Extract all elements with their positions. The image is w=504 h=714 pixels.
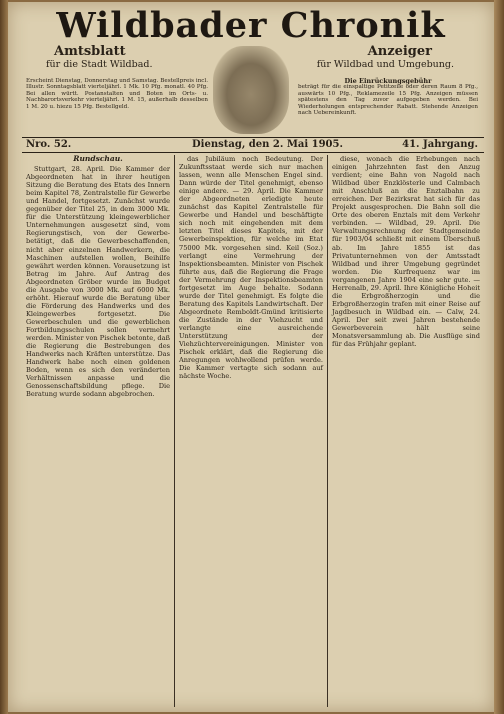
column-divider	[174, 155, 175, 707]
issue-number: Nro. 52.	[26, 139, 72, 150]
column-3-text: diese, wonach die Erhebungen nach einigen Jahrzehnten fast den Anzug verdient; eine Bahn von Nagold nach Wildbad über Enzklösterle und Calmbach mit Anschluß an die Enztalbahn zu erreichen. Der Bezirksrat hat sich für das Projekt ausgesprochen. Die Bahn soll die Orte des oberen Enztals mit dem Verkehr verbinden. — Wildbad, 29. April. Die Verwaltungsrechnung der Stadtgemeinde für 1903/04 schließt mit einem Überschuß ab. Im Jahre 1855 ist das Privatunternehmen von der Amtsstadt Wildbad und ihrer Umgebung gegründet worden. Die Kurfrequenz war im vergangenen Jahre 1904 eine sehr gute. — Herrenalb, 29. April. Ihre Königliche Hoheit die Erbgroßherzogin und die Erbgroßherzogin trafen mit einer Reise auf Jagdbesuch in Wildbad ein. — Calw, 24. April. Der seit zwei Jahren bestehende Gewerbeverein hält seine Monatsversammlung ab. Die Ausflüge sind für das Frühjahr geplant.	[332, 155, 480, 349]
column-3	[332, 155, 480, 348]
page-edge	[494, 0, 504, 714]
left-subheading: für die Stadt Wildbad.	[46, 59, 153, 70]
column-1	[26, 155, 170, 398]
column-1-text: Stuttgart, 28. April. Die Kammer der Abgeordneten hat in ihrer heutigen Sitzung die Beratung des Etats des Innern beim Kapitel 78, Zentralstelle für Gewerbe und Handel, fortgesetzt. Zunächst wurde gegenüber der Titel 25, in dem 3000 Mk. für die Unterstützung kleingewerblicher Unternehmungen ausgesetzt sind, vom Regierungstisch, von der Gewerbe- betätigt, daß die Gewerbeschaffenden, nicht aber einzelnen Handwerkern, die Maschinen aufstellen wollen, Beihilfe gewährt werden können. Vorausetzung ist Betrag im Jahre. Auf Antrag des Abgeordneten Gröber wurde im Budget die Ausgabe von 3000 Mk. auf 6000 Mk. erhöht. Hierauf wurde die Beratung über die Förderung des Handwerks und des Kleingewerbes fortgesetzt. Die Gewerbeschulen und die gewerblichen Fortbildungsschulen sollen vermehrt werden. Minister von Pischek betonte, daß die Regierung die Bestrebungen des Handwerks nach Kräften unterstütze. Das Handwerk habe noch einen goldenen Boden, wenn es sich den veränderten Verhältnissen anpasse und die Genossenschaftsbildung pflege. Die Beratung wurde sodann abgebrochen.	[26, 165, 170, 399]
right-subheading: für Wildbad und Umgebung.	[316, 59, 454, 70]
coat-of-arms-emblem	[213, 46, 289, 134]
right-heading: Anzeiger	[367, 44, 432, 59]
subscription-notice: Erscheint Dienstag, Donnerstag und Samstag. Bestellpreis incl. Illustr. Sonntagsblatt vierteljährl. 1 Mk. 10 Pfg. monatl. 40 Pfg. Bei allen württ. Postanstalten und Boten im Orts- u. Nachbarortsverkehr vierteljährl. 1 M. 15, außerhalb desselben 1 M. 20 u. hiezu 15 Pfg. Bestellgeld.	[26, 78, 208, 110]
newspaper-page	[8, 2, 494, 712]
book-spine	[0, 0, 8, 714]
dateline-bar	[22, 137, 484, 153]
column-2	[179, 155, 323, 380]
column-2-text: das Jubiläum noch Bedeutung. Der Zukunftsstaat werde sich nur machen lassen, wenn alle Menschen Engel sind. Dann würde der Titel genehmigt, ebenso einige andere. — 29. April. Die Kammer der Abgeordneten erledigte heute zunächst das Kapitel Zentralstelle für Gewerbe und Handel und beschäftigte sich noch mit eingehenden mit dem letzten Titel dieses Kapitels, mit der Gewerbeinspektion, für welche im Etat 75000 Mk. vorgesehen sind. Keil (Soz.) verlangt eine Vermehrung der Inspektionsbeamten. Minister von Pischek führte aus, daß die Regierung die Frage der Vermehrung der Inspektionsbeamten fortgesetzt im Auge behalte. Sodann wurde der Titel genehmigt. Es folgte die Beratung des Kapitels Landwirtschaft. Der Abgeordnete Remboldt-Gmünd kritisierte die Zustände in der Viehzucht und verlangte eine ausreichende Unterstützung der Viehzüchtervereinigungen. Minister von Pischek erklärt, daß die Regierung die Anregungen wohlwollend prüfen werde. Die Kammer vertagte sich sodann auf nächste Woche.	[179, 155, 323, 381]
issue-date: Dienstag, den 2. Mai 1905.	[192, 139, 343, 150]
advertising-notice-text: beträgt für die einspaltige Petitzeile oder deren Raum 8 Pfg., auswärts 10 Pfg., Reklamezeile 15 Pfg. Anzeigen müssen spätestens den Tag zuvor aufgegeben werden. Bei Wiederholungen entsprechender Rabatt. Stehende Anzeigen nach Uebereinkunft.	[298, 84, 478, 117]
column-divider	[327, 155, 328, 707]
masthead-title: Wildbader Chronik	[56, 5, 446, 46]
section-heading: Rundschau.	[73, 154, 123, 163]
left-heading: Amtsblatt	[54, 44, 126, 59]
advertising-notice	[298, 78, 478, 116]
volume-year: 41. Jahrgang.	[402, 139, 478, 150]
advertising-notice-heading: Die Einrückungsgebühr	[344, 77, 432, 85]
